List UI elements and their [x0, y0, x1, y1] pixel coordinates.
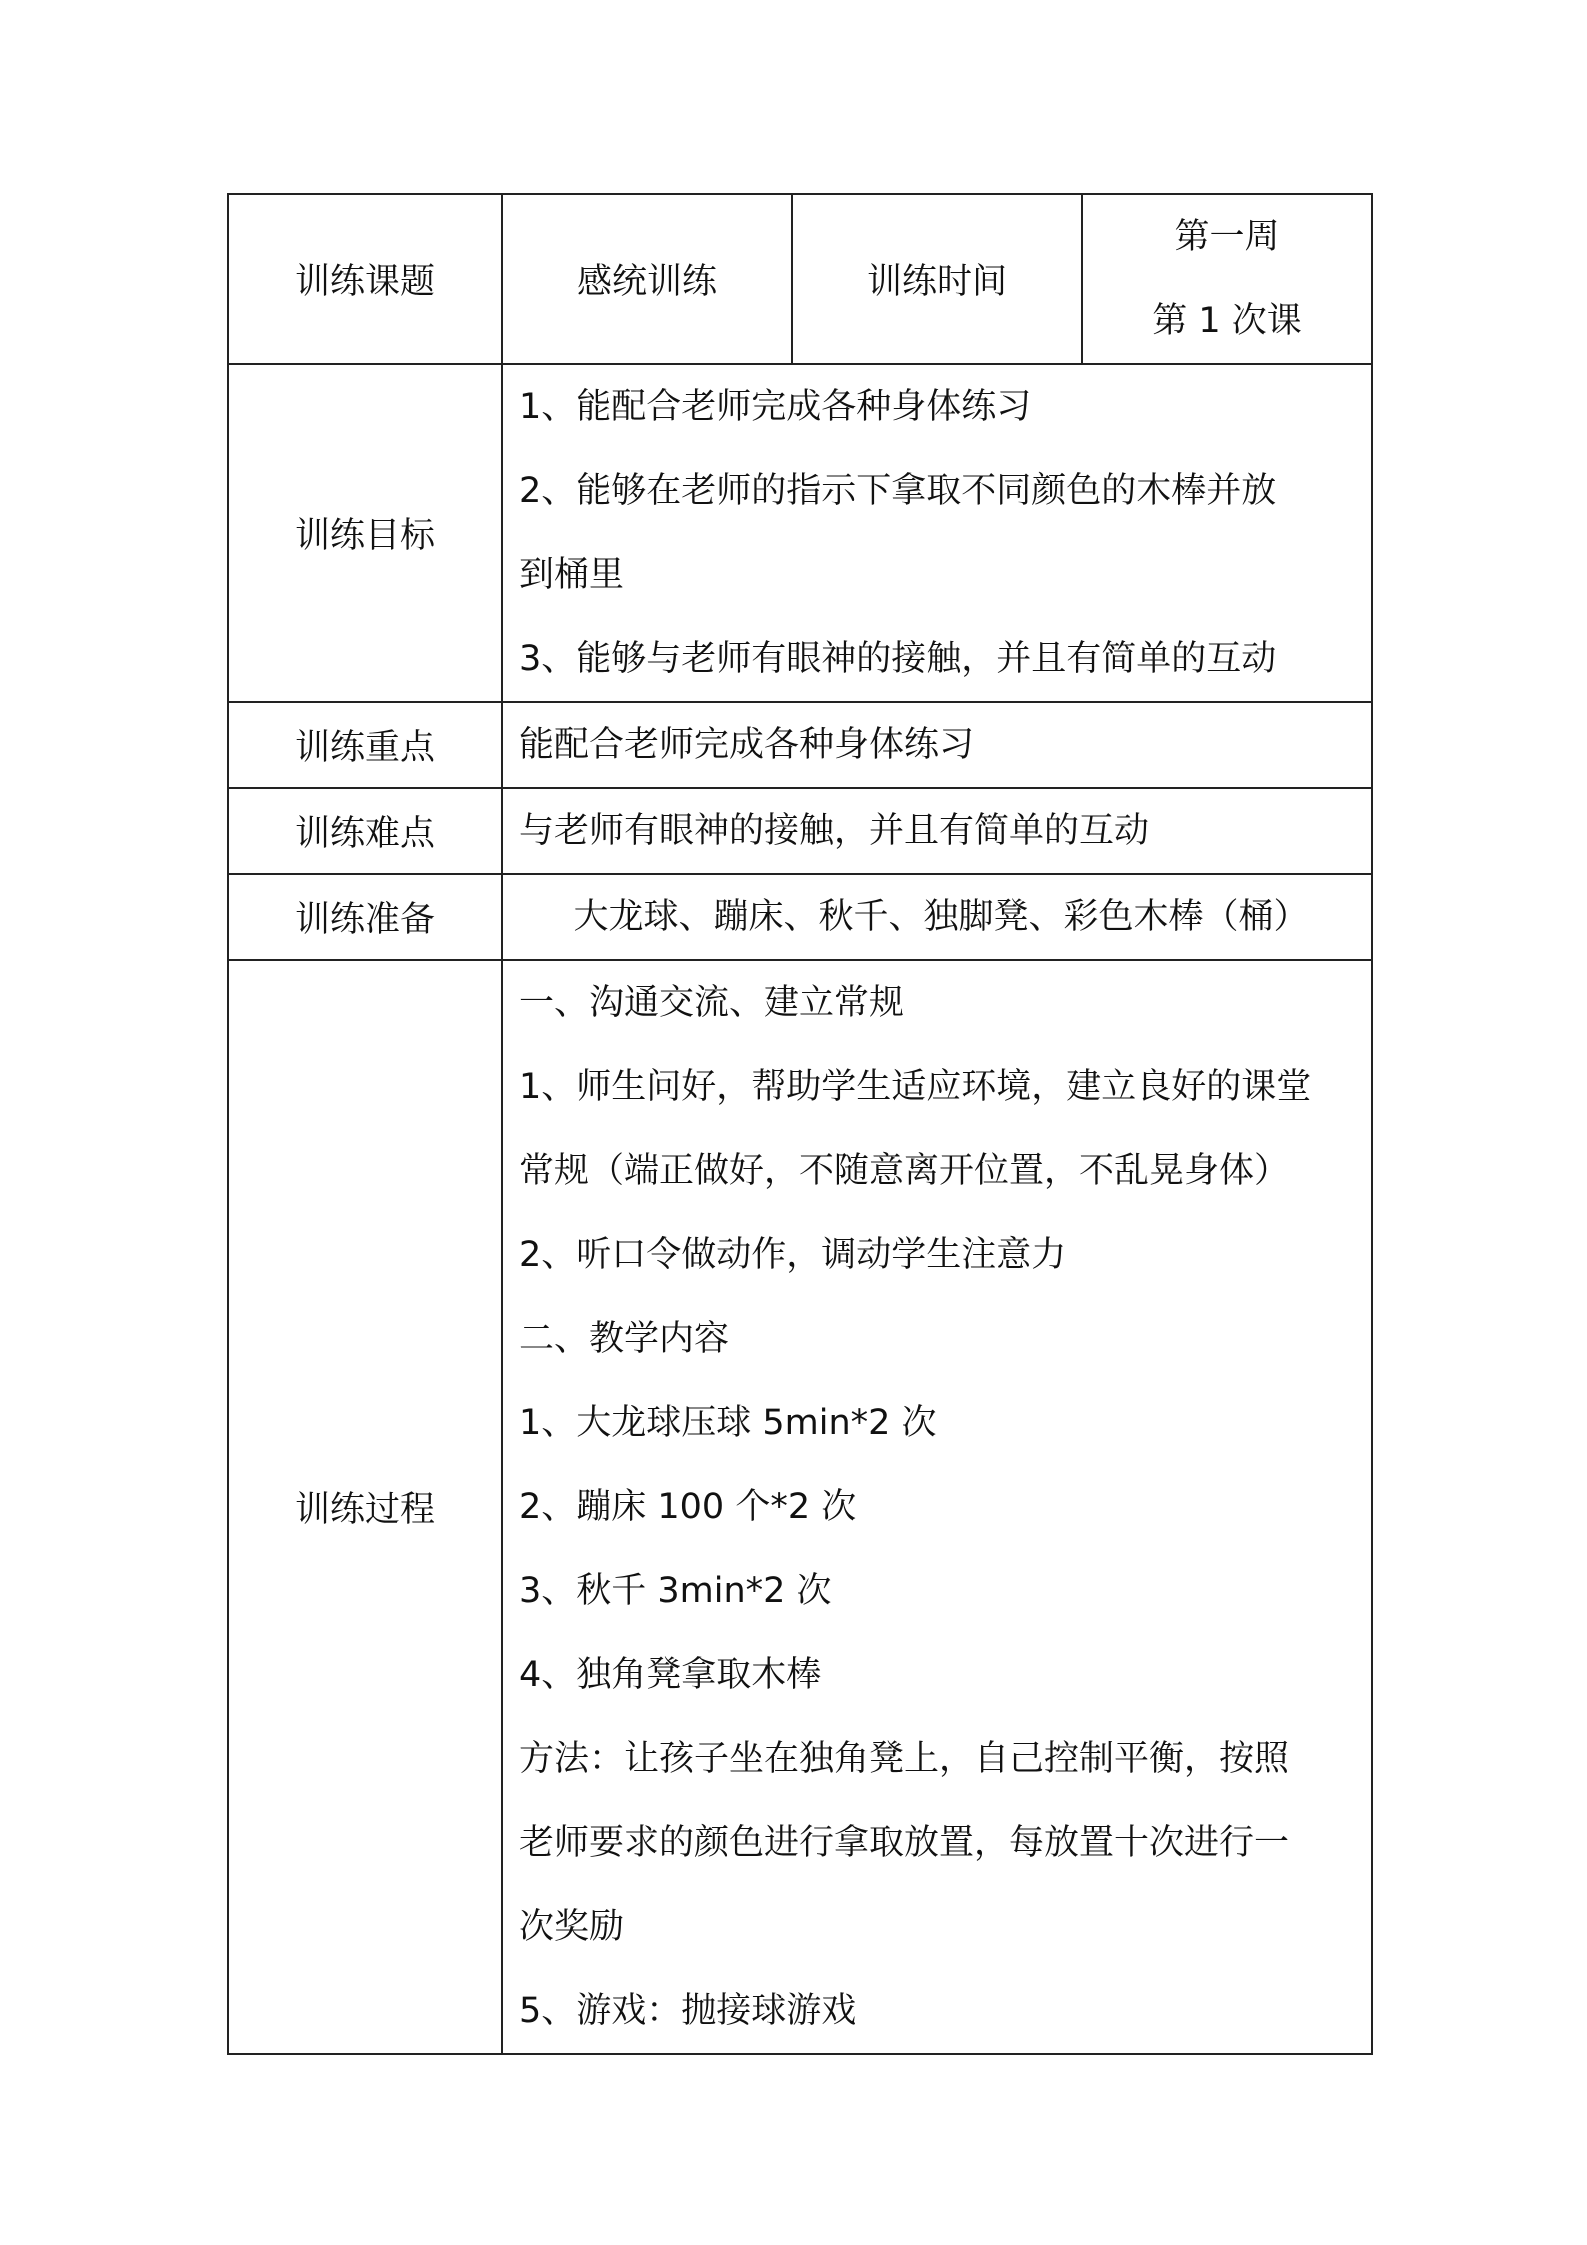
process-line: 2、蹦床 100 个*2 次: [519, 1487, 857, 1527]
goals-label: 训练目标: [294, 516, 435, 556]
goal-line: 2、能够在老师的指示下拿取不同颜色的木棒并放: [519, 471, 1277, 511]
process-line: 1、大龙球压球 5min*2 次: [519, 1403, 937, 1443]
time-label: 训练时间: [866, 262, 1007, 302]
process-line: 老师要求的颜色进行拿取放置，每放置十次进行一: [519, 1823, 1290, 1863]
process-line: 2、听口令做动作，调动学生注意力: [519, 1235, 1067, 1275]
preparation-label-cell: [228, 874, 502, 960]
topic-label-cell: [228, 194, 502, 364]
goals-label-cell: [228, 364, 502, 702]
training-plan-table: [227, 193, 1373, 2055]
process-line: 一、沟通交流、建立常规: [519, 983, 905, 1023]
topic-label: 训练课题: [294, 262, 435, 302]
goal-line: 1、能配合老师完成各种身体练习: [519, 387, 1032, 427]
time-label-cell: [792, 194, 1082, 364]
goals-row: [228, 364, 1372, 702]
focus-value: 能配合老师完成各种身体练习: [519, 725, 975, 765]
topic-value-cell: [502, 194, 792, 364]
goal-line: 3、能够与老师有眼神的接触，并且有简单的互动: [519, 639, 1277, 679]
process-content-cell: [502, 960, 1372, 2054]
time-session: 第 1 次课: [1152, 301, 1302, 341]
difficulty-label: 训练难点: [294, 814, 435, 854]
process-line: 二、教学内容: [519, 1319, 730, 1359]
difficulty-label-cell: [228, 788, 502, 874]
focus-label-cell: [228, 702, 502, 788]
process-label-cell: [228, 960, 502, 2054]
difficulty-content-cell: [502, 788, 1372, 874]
topic-value: 感统训练: [576, 262, 717, 302]
focus-content-cell: [502, 702, 1372, 788]
process-line: 常规（端正做好，不随意离开位置，不乱晃身体）: [519, 1151, 1290, 1191]
preparation-row: [228, 874, 1372, 960]
difficulty-row: [228, 788, 1372, 874]
preparation-label: 训练准备: [294, 900, 435, 940]
process-line: 3、秋千 3min*2 次: [519, 1571, 832, 1611]
focus-label: 训练重点: [294, 728, 435, 768]
focus-row: [228, 702, 1372, 788]
process-line: 5、游戏：抛接球游戏: [519, 1991, 857, 2031]
process-label: 训练过程: [294, 1490, 435, 1530]
time-week: 第一周: [1174, 217, 1280, 257]
header-row: [228, 194, 1372, 364]
goals-content-cell: [502, 364, 1372, 702]
process-line: 4、独角凳拿取木棒: [519, 1655, 822, 1695]
preparation-value: 大龙球、蹦床、秋千、独脚凳、彩色木棒（桶）: [573, 897, 1309, 937]
preparation-content-cell: [502, 874, 1372, 960]
time-value-cell: [1082, 194, 1372, 364]
process-row: [228, 960, 1372, 2054]
difficulty-value: 与老师有眼神的接触，并且有简单的互动: [519, 811, 1150, 851]
process-line: 次奖励: [519, 1907, 625, 1947]
goal-line: 到桶里: [519, 555, 625, 595]
process-line: 1、师生问好，帮助学生适应环境，建立良好的课堂: [519, 1067, 1312, 1107]
process-line: 方法：让孩子坐在独角凳上，自己控制平衡，按照: [519, 1739, 1290, 1779]
